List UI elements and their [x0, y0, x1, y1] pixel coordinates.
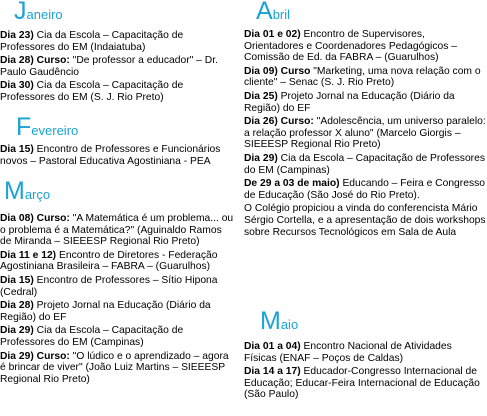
month-section-abril	[244, 0, 487, 240]
event-entry: Dia 29) Cia da Escola – Capacitação de Professores do EM (Campinas)	[0, 325, 184, 348]
event-entry: Dia 26) Curso: "Adolescência, um universo paralelo: a relação professor X aluno" (Marcelo Giorgis – SIEEESP Regional Rio Preto)	[244, 116, 486, 151]
event-entry: Dia 25) Projeto Jornal na Educação (Diário da Região) do EF	[244, 90, 455, 114]
event-entry: De 29 a 03 de maio) Educando – Feira e Congresso de Educação (São José do Rio Preto).	[244, 178, 485, 201]
event-entry: Dia 23) Cia da Escola – Capacitação de Professores do EM (Indaiatuba)	[0, 30, 184, 53]
event-entry: Dia 29) Cia da Escola – Capacitação de Professores do EM (Campinas)	[244, 152, 485, 176]
month-section-marco	[0, 177, 235, 387]
event-entry: Dia 14 a 17) Educador-Congresso Internacional de Educação; Educar-Feira Internacional de Educação (São Paulo)	[244, 366, 480, 401]
month-heading-marco: Março	[4, 177, 51, 205]
event-entry: Dia 09) Curso "Marketing, uma nova relação com o cliente" – Senac (S. J. Rio Preto)	[244, 65, 481, 89]
month-section-janeiro	[0, 0, 235, 106]
event-entry: Dia 01 e 02) Encontro de Supervisores, Orientadores e Coordenadores Pedagógicos – Comissão de Ed. da FABRA – (Guarulhos)	[244, 29, 457, 64]
event-entry: Dia 11 e 12) Encontro de Diretores - Federação Agostiniana Brasileira – FABRA – (Guarulhos)	[0, 249, 218, 273]
month-section-maio	[244, 307, 487, 403]
month-section-fevereiro	[0, 113, 235, 169]
month-heading-fevereiro: Fevereiro	[16, 113, 79, 141]
event-entry: Dia 29) Curso: "O lúdico e o aprendizado – agora é brincar de viver" (João Luiz Martins – SIEEESP Regional Rio Preto)	[0, 350, 229, 385]
month-heading-abril: Abril	[256, 0, 291, 25]
event-entry: Dia 15) Encontro de Professores – Sítio Hipona (Cedral)	[0, 274, 218, 298]
event-entry: Dia 28) Projeto Jornal na Educação (Diário da Região) do EF	[0, 300, 211, 323]
month-heading-maio: Maio	[260, 307, 299, 335]
event-entry: Dia 30) Cia da Escola – Capacitação de Professores do EM (S. J. Rio Preto)	[0, 80, 184, 103]
event-entry: Dia 28) Curso: "De professor a educador" – Dr. Paulo Gaudêncio	[0, 55, 218, 78]
event-entry: Dia 15) Encontro de Professores e Funcionários novos – Pastoral Educativa Agostiniana - PEA	[0, 144, 221, 167]
event-entry: Dia 01 a 04) Encontro Nacional de Atividades Físicas (ENAF – Poços de Caldas)	[244, 341, 452, 364]
event-entry: Dia 08) Curso: "A Matemática é um problema... ou o problema é a Matemática?" (Aguinaldo Ramos de Miranda – SIEEESP Regional Rio Preto)	[0, 213, 234, 248]
month-heading-janeiro: Janeiro	[14, 0, 63, 25]
event-note: O Colégio propiciou a vinda do conferencista Mário Sérgio Cortella, e a apresentação de dois workshops sobre Recursos Tecnológicos em Sala de Aula	[244, 203, 486, 238]
